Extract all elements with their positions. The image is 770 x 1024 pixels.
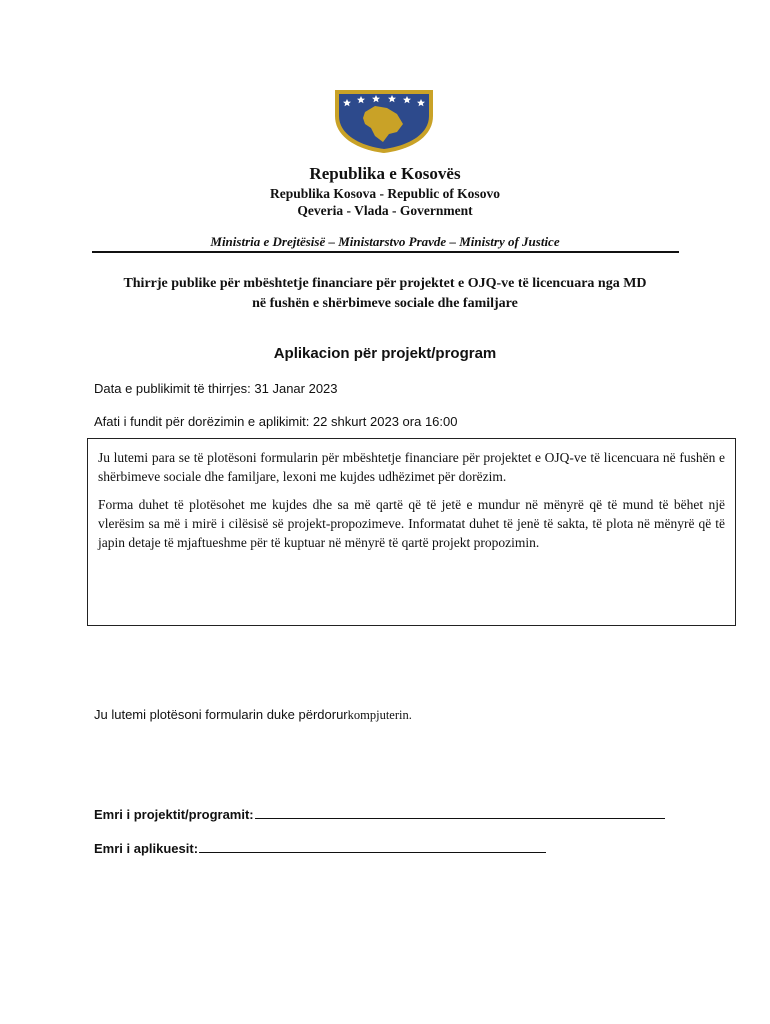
applicant-name-input-line[interactable] [199,840,546,853]
applicant-name-label: Emri i aplikuesit: [94,841,199,856]
instructions-box [87,438,736,626]
submission-deadline: Afati i fundit për dorëzimin e aplikimit: 22 shkurt 2023 ora 16:00 [94,414,458,429]
instruction-tail: kompjuterin. [347,708,412,722]
government-line: Qeveria - Vlada - Government [297,203,473,218]
coat-of-arms-icon [331,86,437,154]
country-multilingual: Republika Kosova - Republic of Kosovo [270,186,500,201]
application-title: Aplikacion për projekt/program [273,345,497,362]
project-name-field [94,806,665,822]
header-divider [92,251,679,253]
call-title-line-2: në fushën e shërbimeve sociale dhe familjare [252,296,518,311]
project-name-label: Emri i projektit/programit: [94,807,254,822]
applicant-name-field [94,840,546,856]
project-name-input-line[interactable] [255,806,665,819]
call-title-line-1: Thirrje publike për mbështetje financiare për projektet e OJQ-ve të licencuara nga MD [123,276,647,291]
publication-date: Data e publikimit të thirrjes: 31 Janar 2023 [94,381,338,396]
instructions-paragraph-2: Forma duhet të plotësohet me kujdes dhe sa më qartë që të jetë e mundur në mënyrë që të mund të bëhet një vlerësim sa më i mirë i cilësisë së projekt-propozimeve. Informatat duhet të jenë të sakta, të plota në mënyrë që të japin detaje të mjaftueshme për të kuptuar në mënyrë të qartë projekt propozimin. [98,497,725,550]
computer-fill-instruction [94,707,412,723]
instruction-lead: Ju lutemi plotësoni formularin duke përdorur [94,707,348,722]
ministry-line: Ministria e Drejtësisë – Ministarstvo Pravde – Ministry of Justice [210,234,560,249]
country-title: Republika e Kosovës [309,164,461,183]
instructions-paragraph-1: Ju lutemi para se të plotësoni formularin për mbështetje financiare për projektet e OJQ-ve të licencuara në fushën e shërbimeve sociale dhe familjare, lexoni me kujdes udhëzimet për dorëzim. [98,450,725,484]
call-title [0,274,770,314]
